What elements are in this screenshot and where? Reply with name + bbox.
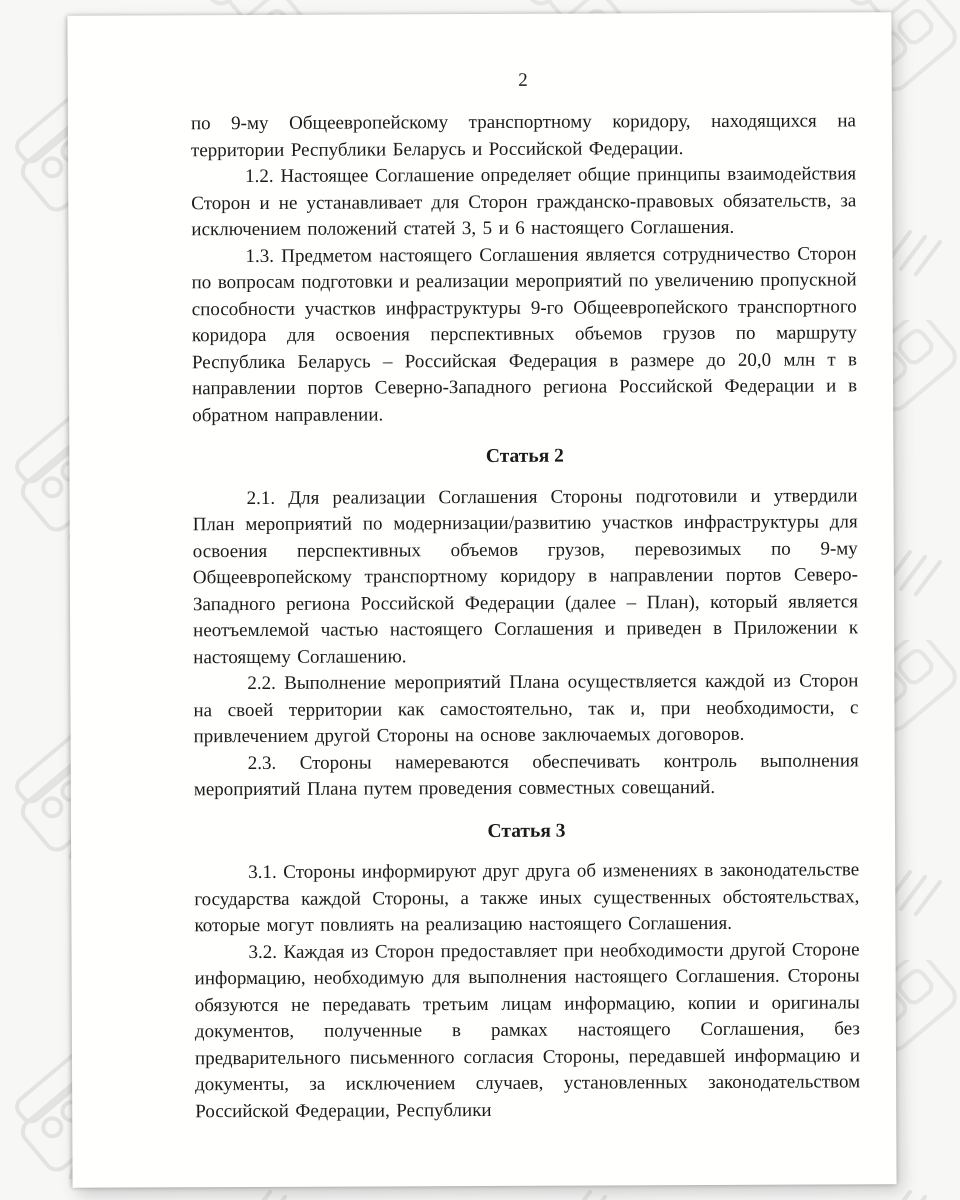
paragraph-2-3: 2.3. Стороны намереваются обеспечивать контроль выполнения мероприятий Плана путем проведения совместных совещаний. [193,749,859,801]
page-number: 2 [518,69,529,91]
paragraph-3-1: 3.1. Стороны информируют друг друга об изменениях в законодательстве государства каждой Стороны, а также иных существенных обстоятельствах, которые могут повлиять на реализацию настоящего Соглашения. [194,859,860,937]
paragraph-2-2: 2.2. Выполнение мероприятий Плана осуществляется каждой из Сторон на своей территории как самостоятельно, так и, при необходимости, с привлечением другой Стороны на основе заключаемых договоров. [193,670,859,748]
paragraph-3-2: 3.2. Каждая из Сторон предоставляет при необходимости другой Стороне информацию, необходимую для выполнения настоящего Соглашения. Стороны обязуются не передавать третьим лицам информацию, копии и оригиналы документов, полученные в рамках настоящего Соглашения, без предварительного письменного согласия Стороны, передавшей информацию и документы, за исключением случаев, установленных законодательством Российской Федерации, Республики [194,938,861,1122]
paragraph-lead: по 9-му Общеевропейскому транспортному коридору, находящихся на территории Республики Беларусь и Российской Федерации. [190,110,856,161]
article-heading-3: Статья 3 [487,820,566,842]
paragraph-1-2: 1.2. Настоящее Соглашение определяет общие принципы взаимодействия Сторон и не устанавливает для Сторон гражданско-правовых обязательств, за исключением положений статей 3, 5 и 6 настоящего Соглашения. [191,163,857,241]
article-heading-2: Статья 2 [485,445,564,467]
document-page [67,12,896,1188]
document-content [67,12,896,1188]
paragraph-2-1: 2.1. Для реализации Соглашения Стороны подготовили и утвердили План мероприятий по модернизации/развитию участков инфраструктуры для освоения перспективных объемов грузов, перевозимых по 9-му Общеевропейскому транспортному коридору в направлении портов Северо-Западного региона Российской Федерации (далее – План), который является неотъемлемой частью настоящего Соглашения и приведен в Приложении к настоящему Соглашению. [192,484,859,668]
paragraph-1-3: 1.3. Предметом настоящего Соглашения является сотрудничество Сторон по вопросам подготовки и реализации мероприятий по увеличению пропускной способности участков инфраструктуры 9-го Общеевропейского транспортного коридора для освоения перспективных объемов грузов по маршруту Республика Беларусь – Российская Федерация в размере до 20,0 млн т в направлении портов Северно-Западного региона Российской Федерации и в обратном направлении. [191,242,858,426]
